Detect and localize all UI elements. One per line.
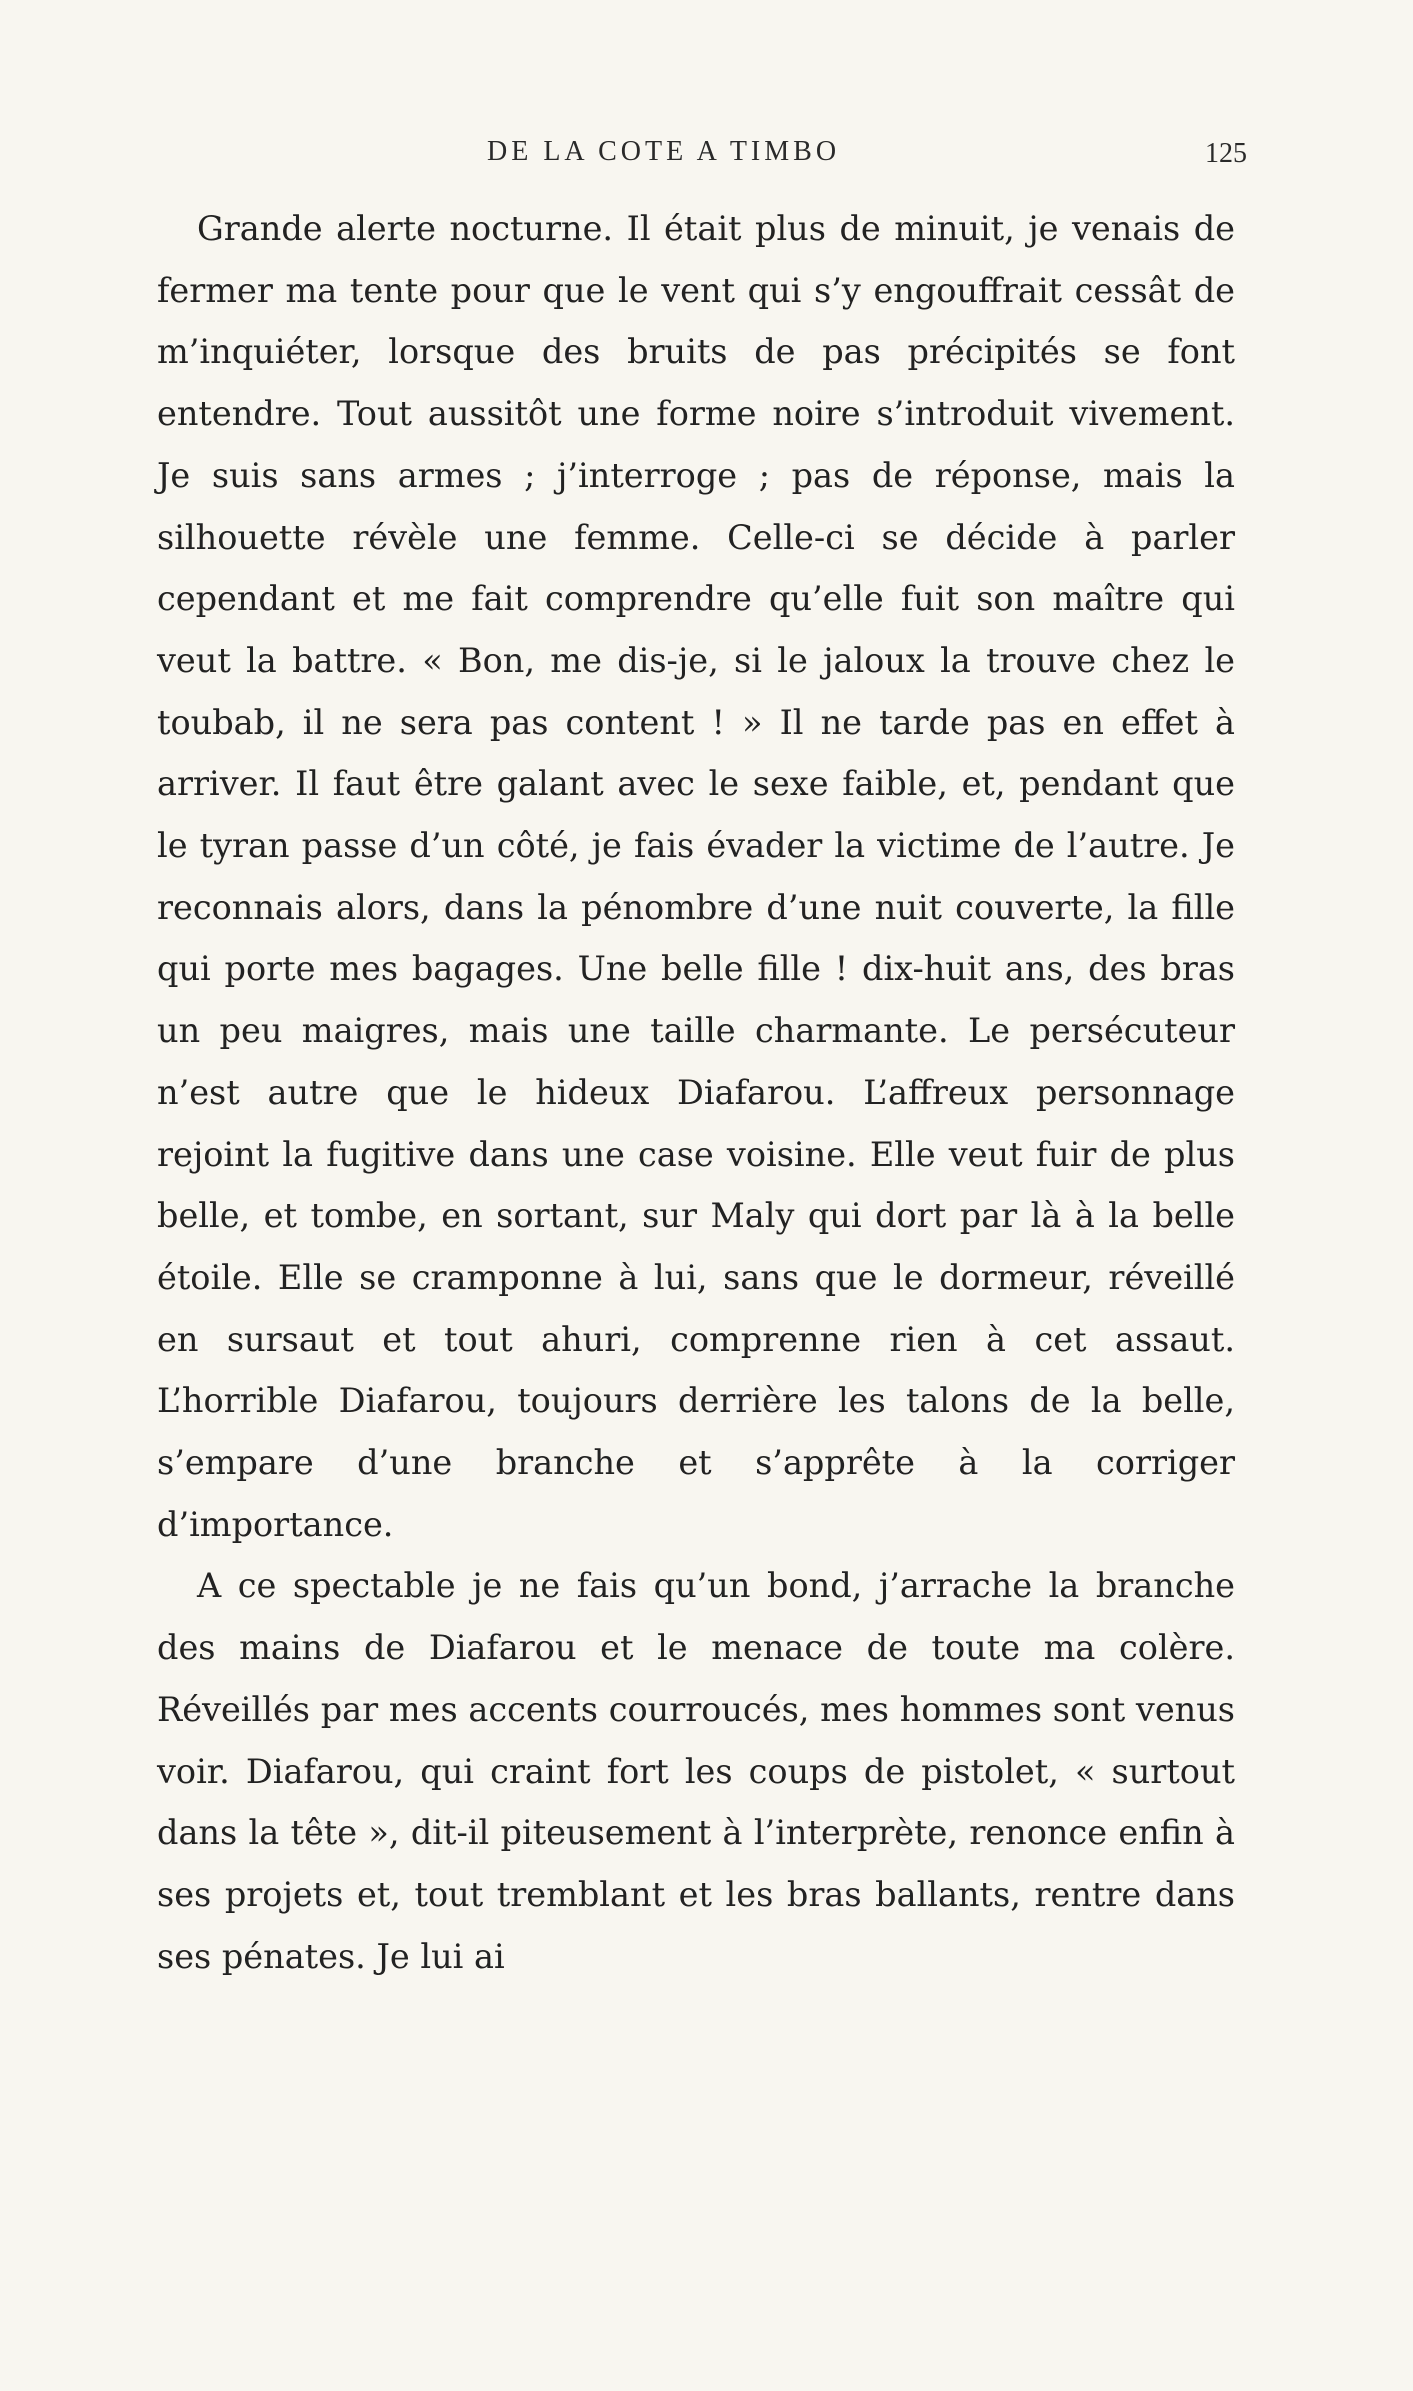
page-number: 125 [1205,138,1247,169]
paragraph-1: Grande alerte nocturne. Il était plus de minuit, je venais de fermer ma tente pour que le vent qui s’y engouffrait cessât de m’inquiéter, lorsque des bruits de pas précipités se font entendre. Tout aussitôt une forme noire s’introduit vivement. Je suis sans armes ; j’interroge ; pas de réponse, mais la silhouette révèle une femme. Celle-ci se décide à parler cependant et me fait comprendre qu’elle fuit son maître qui veut la battre. « Bon, me dis-je, si le jaloux la trouve chez le toubab, il ne sera pas content ! » Il ne tarde pas en effet à arriver. Il faut être galant avec le sexe faible, et, pendant que le tyran passe d’un côté, je fais évader la victime de l’autre. Je reconnais alors, dans la pénombre d’une nuit couverte, la fille qui porte mes bagages. Une belle fille ! dix-huit ans, des bras un peu maigres, mais une taille charmante. Le persécuteur n’est autre que le hideux Diafarou. L’affreux personnage rejoint la fugitive dans une case voisine. Elle veut fuir de plus belle, et tombe, en sortant, sur Maly qui dort par là à la belle étoile. Elle se cramponne à lui, sans que le dormeur, réveillé en sursaut et tout ahuri, comprenne rien à cet assaut. L’horrible Diafarou, toujours derrière les talons de la belle, s’empare d’une branche et s’apprête à la corriger d’importance. [157,209,1235,1544]
running-title: DE LA COTE A TIMBO [487,136,841,167]
paragraph-2: A ce spectable je ne fais qu’un bond, j’arrache la branche des mains de Diafarou et le menace de toute ma colère. Réveillés par mes accents courroucés, mes hommes sont venus voir. Diafarou, qui craint fort les coups de pistolet, « surtout dans la tête », dit-il piteusement à l’interprète, renonce enfin à ses projets et, tout tremblant et les bras ballants, rentre dans ses pénates. Je lui ai [157,1566,1235,1976]
body-text [157,198,1235,1987]
running-head [157,136,1247,176]
